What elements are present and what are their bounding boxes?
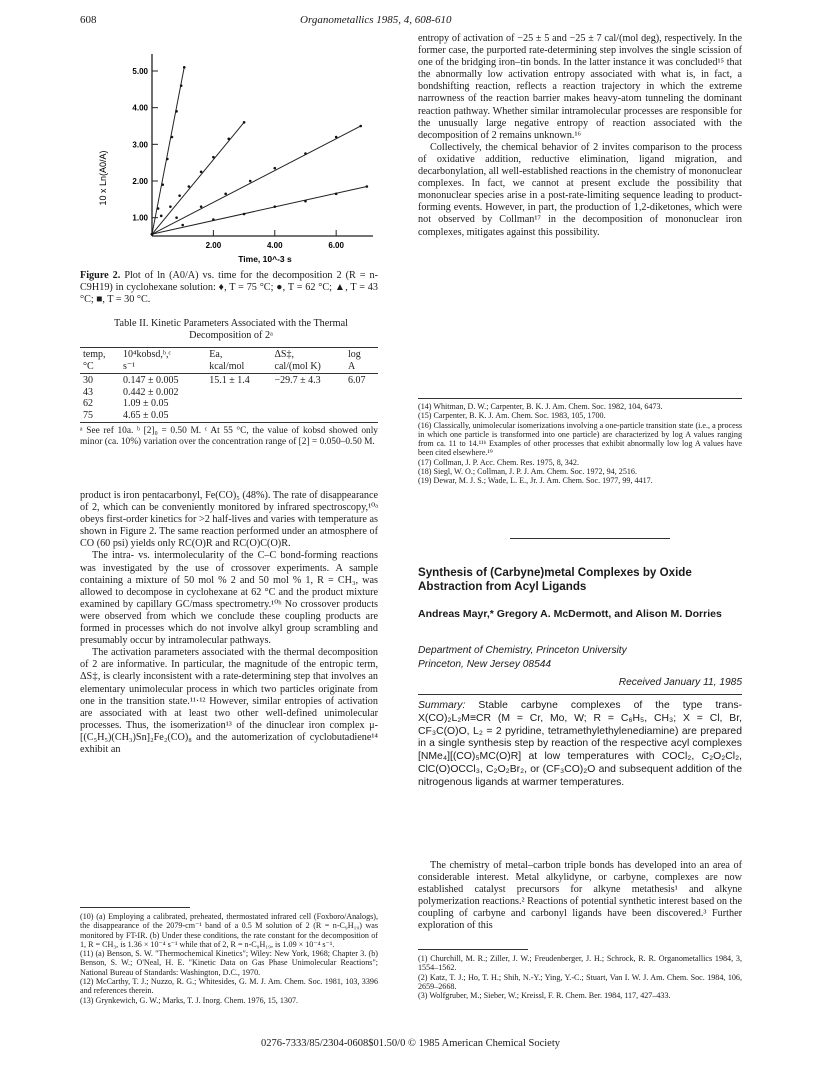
running-header: Organometallics 1985, 4, 608-610 bbox=[300, 14, 452, 26]
figure-caption bbox=[80, 270, 378, 306]
data-point bbox=[188, 185, 191, 188]
reference: (2) Katz, T. J.; Ho, T. H.; Shih, N.-Y.; Ying, Y.-C.; Stuart, Van I. W. J. Am. Chem. Soc. 1984, 106, 2659–2668. bbox=[418, 972, 742, 991]
y-tick-label: 5.00 bbox=[132, 67, 148, 76]
data-point bbox=[366, 185, 369, 188]
article-title: Synthesis of (Carbyne)metal Complexes by Oxide Abstraction from Acyl Ligands bbox=[418, 566, 692, 593]
data-point bbox=[273, 205, 276, 208]
data-point bbox=[227, 138, 230, 141]
reference: (13) Grynkewich, G. W.; Marks, T. J. Inorg. Chem. 1976, 15, 1307. bbox=[80, 995, 299, 1005]
data-point bbox=[181, 224, 184, 227]
data-point bbox=[175, 110, 178, 113]
chart-axes bbox=[152, 54, 373, 236]
reference: (19) Dewar, M. J. S.; Wade, L. E., Jr. J. Am. Chem. Soc. 1977, 99, 4417. bbox=[418, 476, 653, 486]
article-references bbox=[418, 954, 742, 1000]
received-date: Received January 11, 1985 bbox=[618, 677, 742, 688]
th-ea: Ea, kcal/mol bbox=[209, 349, 245, 372]
th-temp: temp, °C bbox=[83, 349, 106, 372]
data-point bbox=[304, 152, 307, 155]
data-point bbox=[359, 125, 362, 128]
table-footnote: ᵃ See ref 10a. ᵇ [2]₀ = 0.50 M. ᶜ At 55 °C, the value of kobsd showed only minor (ca. 10%) variation over the concentration range of [2] = 0.050–0.50 M. bbox=[80, 426, 378, 448]
data-point bbox=[183, 66, 186, 69]
table-row: 75 4.65 ± 0.05 bbox=[83, 409, 169, 421]
summary-label: Summary: bbox=[418, 700, 466, 711]
reference: (11) (a) Benson, S. W. "Thermochemical Kinetics"; Wiley: New York, 1968; Chapter 3. (b) Benson, S. W.; O'Neal, H. E. "Kinetic Data on Gas Phase Unimolecular Reactions"; National Bureau of Standards: Washington, D.C., 1970. bbox=[80, 949, 378, 977]
data-point bbox=[151, 233, 154, 236]
data-point bbox=[212, 156, 215, 159]
data-point bbox=[180, 84, 183, 87]
data-point bbox=[273, 167, 276, 170]
data-point bbox=[166, 158, 169, 161]
y-tick-label: 4.00 bbox=[132, 103, 148, 113]
reference: (15) Carpenter, B. K. J. Am. Chem. Soc. 1983, 105, 1700. bbox=[418, 411, 606, 421]
affiliation-2: Princeton, New Jersey 08544 bbox=[418, 659, 552, 670]
affiliation-1: Department of Chemistry, Princeton University bbox=[418, 645, 627, 656]
right-column-body bbox=[418, 33, 742, 239]
reference: (3) Wolfgruber, M.; Sieber, W.; Kreissl, F. R. Chem. Ber. 1984, 117, 427–433. bbox=[418, 991, 671, 1001]
table-title: Table II. Kinetic Parameters Associated with the Thermal Decomposition of 2ᵃ bbox=[114, 318, 348, 341]
reference: (18) Siegl, W. O.; Collman, J. P. J. Am. Chem. Soc. 1972, 94, 2516. bbox=[418, 467, 637, 477]
data-point bbox=[160, 215, 163, 218]
article-body bbox=[418, 860, 742, 933]
page-number: 608 bbox=[80, 14, 97, 26]
paragraph: Collectively, the chemical behavior of 2 invites comparison to the process of oxidative addition, reductive elimination, ligand migration, and decarbonylation, all well-established reactions in the chemistry of mononuclear complexes. In fact, we cannot at present exclude the possibility that mononuclear species arise in a post-rate-limiting sequence leading to product-forming events. However, in part, the production of 1,2-diketones, which were not observed by Collman¹⁷ in the decomposition of mononuclear iron complexes, mitigates against this possibility. bbox=[418, 141, 742, 238]
y-tick-label: 2.00 bbox=[132, 177, 148, 186]
paragraph: The activation parameters associated with the thermal decomposition of 2 are informative. In particular, the magnitude of the entropic term, ΔS‡, is clearly inconsistent with a rate-determining step that involves an elementary unimolecular process in which two particles originate from one in the transition state.¹¹·¹² However, similar entropies of activation are associated with at least two other well-defined unimolecular processes. Thus, the isomerization¹³ of the dinuclear iron complex μ-[(C₅H₅)(CH₃)Sn]₂Fe₂(CO)₈ and the automerization of cyclobutadiene¹⁴ exhibit an bbox=[80, 647, 378, 755]
chart-series bbox=[151, 66, 368, 235]
reference: (12) McCarthy, T. J.; Nuzzo, R. G.; Whitesides, G. M. J. Am. Chem. Soc. 1981, 103, 3396 and references therein. bbox=[80, 977, 378, 996]
reference: (14) Whitman, D. W.; Carpenter, B. K. J. Am. Chem. Soc. 1982, 104, 6473. bbox=[418, 402, 663, 411]
data-point bbox=[249, 180, 252, 183]
reference: (17) Collman, J. P. Acc. Chem. Res. 1975, 8, 342. bbox=[418, 457, 579, 467]
data-point bbox=[157, 207, 160, 210]
x-axis-label: Time, 10^-3 s bbox=[238, 254, 292, 264]
data-point bbox=[178, 194, 181, 197]
article-summary bbox=[418, 700, 742, 790]
th-kobsd: 10⁴kobsd,ᵇ,ᶜ s⁻¹ bbox=[122, 349, 172, 372]
series-line-1 bbox=[152, 122, 244, 234]
y-axis-label: 10 x Ln(A0/A) bbox=[98, 150, 108, 206]
data-point bbox=[200, 171, 203, 174]
data-point bbox=[243, 121, 246, 124]
reference: (10) (a) Employing a calibrated, preheated, thermostated infrared cell (Foxboro/Analogs), the disappearance of the 2079-cm⁻¹ band of a 0.5 M solution of 2 (R = n-C₉H₁₉) was monitored by FT-IR. (b) Under these conditions, the rate constant for the decomposition of 1, R = CH₃, is 1.36 × 10⁻⁴ s⁻¹ while that of 2, R = n-C₉H₁₉, is 1.09 × 10⁻⁴ s⁻¹. bbox=[80, 912, 378, 949]
th-loga: log A bbox=[347, 349, 361, 372]
data-point bbox=[171, 136, 174, 139]
data-point bbox=[335, 136, 338, 139]
data-point bbox=[335, 193, 338, 196]
reference: (1) Churchill, M. R.; Ziller, J. W.; Freudenberger, J. H.; Schrock, R. R. Organometallics 1984, 3, 1554–1562. bbox=[418, 954, 742, 973]
x-tick-label: 6.00 bbox=[328, 241, 344, 250]
table-header-row bbox=[80, 349, 378, 372]
paragraph: The intra- vs. intermolecularity of the C–C bond-forming reactions was investigated by the use of crossover experiments. A sample containing a mixture of 50 mol % 2 and 50 mol % 1, R = CH₃, was allowed to decompose in cyclohexane at 62 °C and the product mixture examined by capillary GC/mass spectrometry.¹⁰ᵇ No crossover products were observed from which we conclude these coupling products are formed in processes which do not involve alkyl group scrambling and presumably occur by intramolecular pathways. bbox=[80, 550, 378, 647]
right-references bbox=[418, 402, 742, 486]
series-line-2 bbox=[152, 126, 361, 234]
left-references bbox=[80, 912, 378, 1005]
figure-caption-label: Figure 2. bbox=[80, 270, 121, 281]
chart-ticks bbox=[132, 67, 344, 250]
table-row: 30 0.147 ± 0.005 15.1 ± 1.4 −29.7 ± 4.3 6.07 bbox=[83, 375, 366, 386]
article-authors: Andreas Mayr,* Gregory A. McDermott, and Alison M. Dorries bbox=[418, 608, 722, 620]
series-line-0 bbox=[152, 67, 184, 234]
reference: (16) Classically, unimolecular isomerizations involving a one-particle transition state (i.e., a process in which one particle is transformed into one particle) are characterized by log A values ranging from ca. 11 to 14.¹¹ᵇ Examples of other processes that exhibit abnormally low log A values have been cited elsewhere.¹⁹ bbox=[418, 420, 742, 458]
data-point bbox=[243, 213, 246, 216]
data-point bbox=[161, 183, 164, 186]
series-line-3 bbox=[152, 187, 367, 235]
table-row: 43 0.442 ± 0.002 bbox=[83, 386, 179, 398]
figure-2-chart bbox=[88, 48, 378, 266]
paragraph: entropy of activation of −25 ± 5 and −25 ± 7 cal/(mol deg), respectively. In the former case, the purported rate-determining step involves the single scission of one of the bridging iron–tin bonds. In the latter instance it was concluded¹⁵ that the abnormally low activation entropy associated with what is, in fact, a bondshifting reaction, reflects a reaction trajectory in which the extreme narrowness of the reaction barrier makes heavy-atom tunneling the dominant reaction pathway. Whether similar intramolecular processes are responsible for the unusually large negative entropy of reaction associated with the decomposition of 2 remains unknown.¹⁶ bbox=[418, 33, 742, 141]
data-point bbox=[224, 193, 227, 196]
th-ds: ΔS‡, cal/(mol K) bbox=[274, 349, 321, 372]
y-tick-label: 3.00 bbox=[132, 140, 148, 150]
kinetic-parameters-table bbox=[80, 349, 378, 421]
x-tick-label: 4.00 bbox=[266, 241, 283, 250]
data-point bbox=[200, 205, 203, 208]
figure-caption-text: Plot of ln (A0/A) vs. time for the decomposition 2 (R = n-C9H19) in cyclohexane solution: ♦, T = 75 °C; ●, T = 62 °C; ▲, T = 43 °C; ■, T = 30 °C. bbox=[80, 270, 378, 305]
data-point bbox=[304, 200, 307, 203]
y-tick-label: 1.00 bbox=[132, 213, 148, 223]
data-point bbox=[175, 216, 178, 219]
page-footer: 0276-7333/85/2304-0608$01.50/0 © 1985 American Chemical Society bbox=[260, 1038, 561, 1049]
paragraph: product is iron pentacarbonyl, Fe(CO)₅ (48%). The rate of disappearance of 2, which can be conveniently monitored by infrared spectroscopy,¹⁰ᵃ obeys first-order kinetics for >2 half-lives and varies with temperature as shown in Figure 2. The same reaction performed under an atmosphere of CO (60 psi) yields only RC(O)R and RC(O)C(O)R. bbox=[80, 490, 378, 550]
paragraph: The chemistry of metal–carbon triple bonds has developed into an area of considerable interest. Metal alkylidyne, or carbyne, complexes are now established catalyst precursors for alkyne metathesis¹ and alkyne polymerization reactions.² Reactions of potential synthetic interest based on the coupling of carbyne and carbonyl ligands have been discovered.³ Further exploration of this bbox=[418, 860, 742, 932]
data-point bbox=[212, 218, 215, 221]
table-row: 62 1.09 ± 0.05 bbox=[83, 398, 169, 409]
summary-text: Stable carbyne complexes of the type trans-X(CO)₂L₂M≡CR (M = Cr, Mo, W; R = C₆H₅, CH₃; X = Cl, Br, CF₃C(O)O, L₂ = 2 pyridine, tetramethylethylenediamine) are prepared in a single synthesis step by reaction of the respective acyl complexes [NMe₄][(CO)₅MC(O)R] at low temperatures with COCl₂, C₂O₂Cl₂, ClC(O)OCCl₃, C₂O₂Br₂, or (CF₃CO)₂O and subsequent addition of the nitrogenous ligands at warmer temperatures. bbox=[418, 700, 742, 788]
left-column-body bbox=[80, 490, 378, 756]
data-point bbox=[169, 205, 172, 208]
x-tick-label: 2.00 bbox=[205, 241, 222, 250]
